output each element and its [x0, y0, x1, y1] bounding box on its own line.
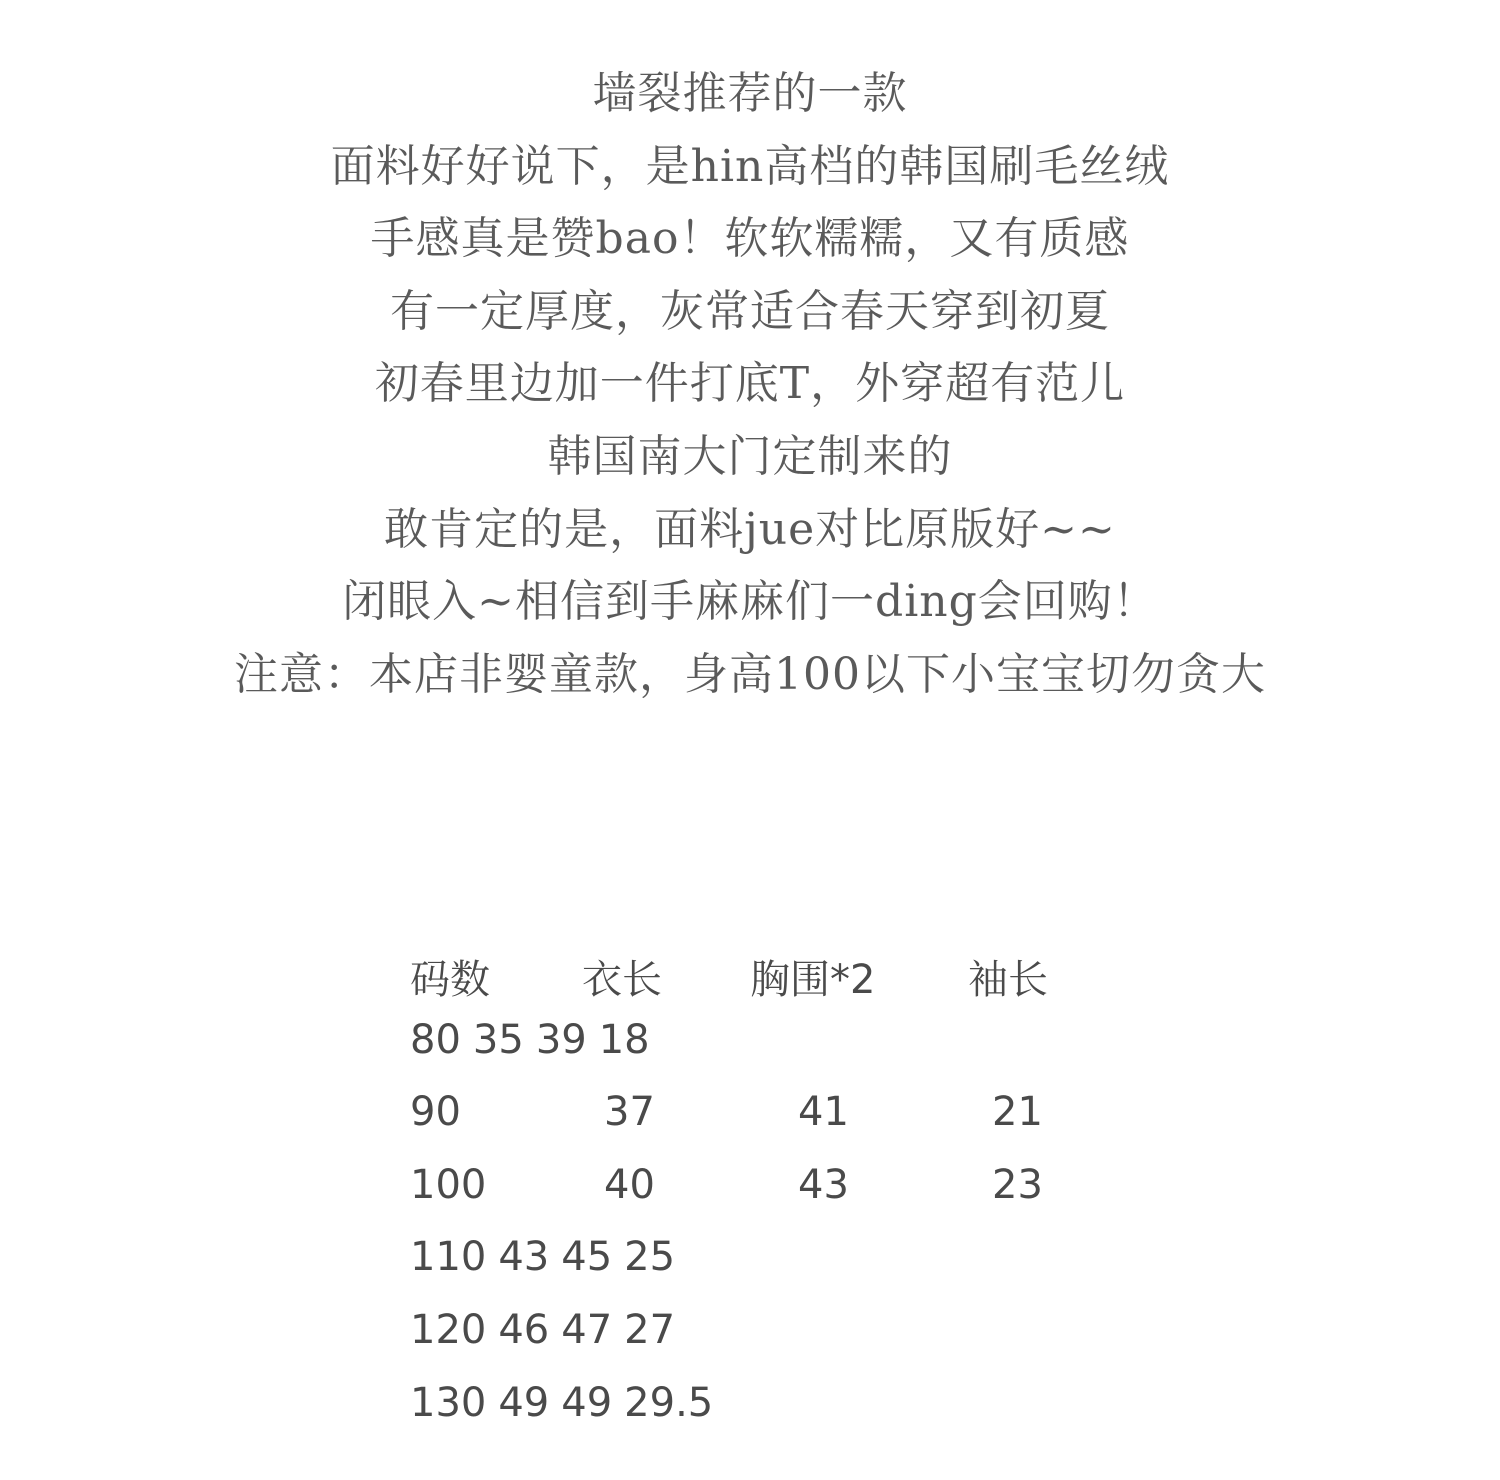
description-line: 闭眼入~相信到手麻麻们一ding会回购！: [342, 576, 1158, 628]
cell-size: 130: [410, 1379, 487, 1426]
notice-line: 注意：本店非婴童款，身高100以下小宝宝切勿贪大: [234, 648, 1266, 700]
header-size: 码数: [410, 957, 490, 1003]
cell-sleeve: 23: [992, 1161, 1043, 1208]
cell-chest: 41: [798, 1089, 849, 1136]
size-table: [410, 944, 1048, 1452]
cell-chest: 39: [535, 1016, 587, 1063]
description-line: 敢肯定的是，面料jue对比原版好~~: [384, 503, 1116, 555]
cell-size: 100: [410, 1161, 487, 1208]
cell-sleeve: 29.5: [624, 1379, 714, 1426]
cell-size: 90: [410, 1089, 461, 1136]
description-line: 初春里边加一件打底T，外穿超有范儿: [374, 358, 1126, 410]
product-description: [0, 58, 1500, 711]
header-sleeve: 袖长: [968, 957, 1048, 1003]
cell-length: 49: [498, 1379, 550, 1426]
cell-chest: 47: [561, 1306, 613, 1353]
description-line: 有一定厚度，灰常适合春天穿到初夏: [390, 285, 1110, 337]
cell-length: 43: [498, 1234, 550, 1281]
table-row: [410, 1017, 725, 1090]
cell-chest: 49: [561, 1379, 613, 1426]
table-row: [410, 1089, 1043, 1162]
cell-sleeve: 21: [992, 1089, 1043, 1136]
table-row: [410, 1307, 725, 1380]
cell-chest: 43: [798, 1161, 849, 1208]
description-line: 墙裂推荐的一款: [592, 68, 908, 119]
cell-sleeve: 25: [624, 1234, 676, 1281]
description-line: 手感真是赞bao！软软糯糯，又有质感: [370, 213, 1130, 265]
table-row: [410, 1234, 725, 1307]
table-row: [410, 1380, 725, 1453]
header-chest: 胸围*2: [750, 957, 876, 1003]
cell-size: 110: [410, 1234, 487, 1281]
size-table-header: [410, 944, 1048, 1017]
cell-length: 46: [498, 1306, 550, 1353]
cell-sleeve: 27: [624, 1306, 676, 1353]
description-line: 面料好好说下，是hin高档的韩国刷毛丝绒: [330, 140, 1170, 192]
header-length: 衣长: [582, 957, 662, 1003]
cell-size: 120: [410, 1306, 487, 1353]
cell-length: 40: [604, 1161, 655, 1208]
table-row: [410, 1161, 1043, 1235]
cell-chest: 45: [561, 1234, 613, 1281]
cell-sleeve: 18: [598, 1016, 650, 1063]
cell-length: 37: [604, 1089, 655, 1136]
cell-size: 80: [410, 1016, 461, 1063]
description-line: 韩国南大门定制来的: [547, 430, 953, 482]
cell-length: 35: [472, 1016, 524, 1063]
